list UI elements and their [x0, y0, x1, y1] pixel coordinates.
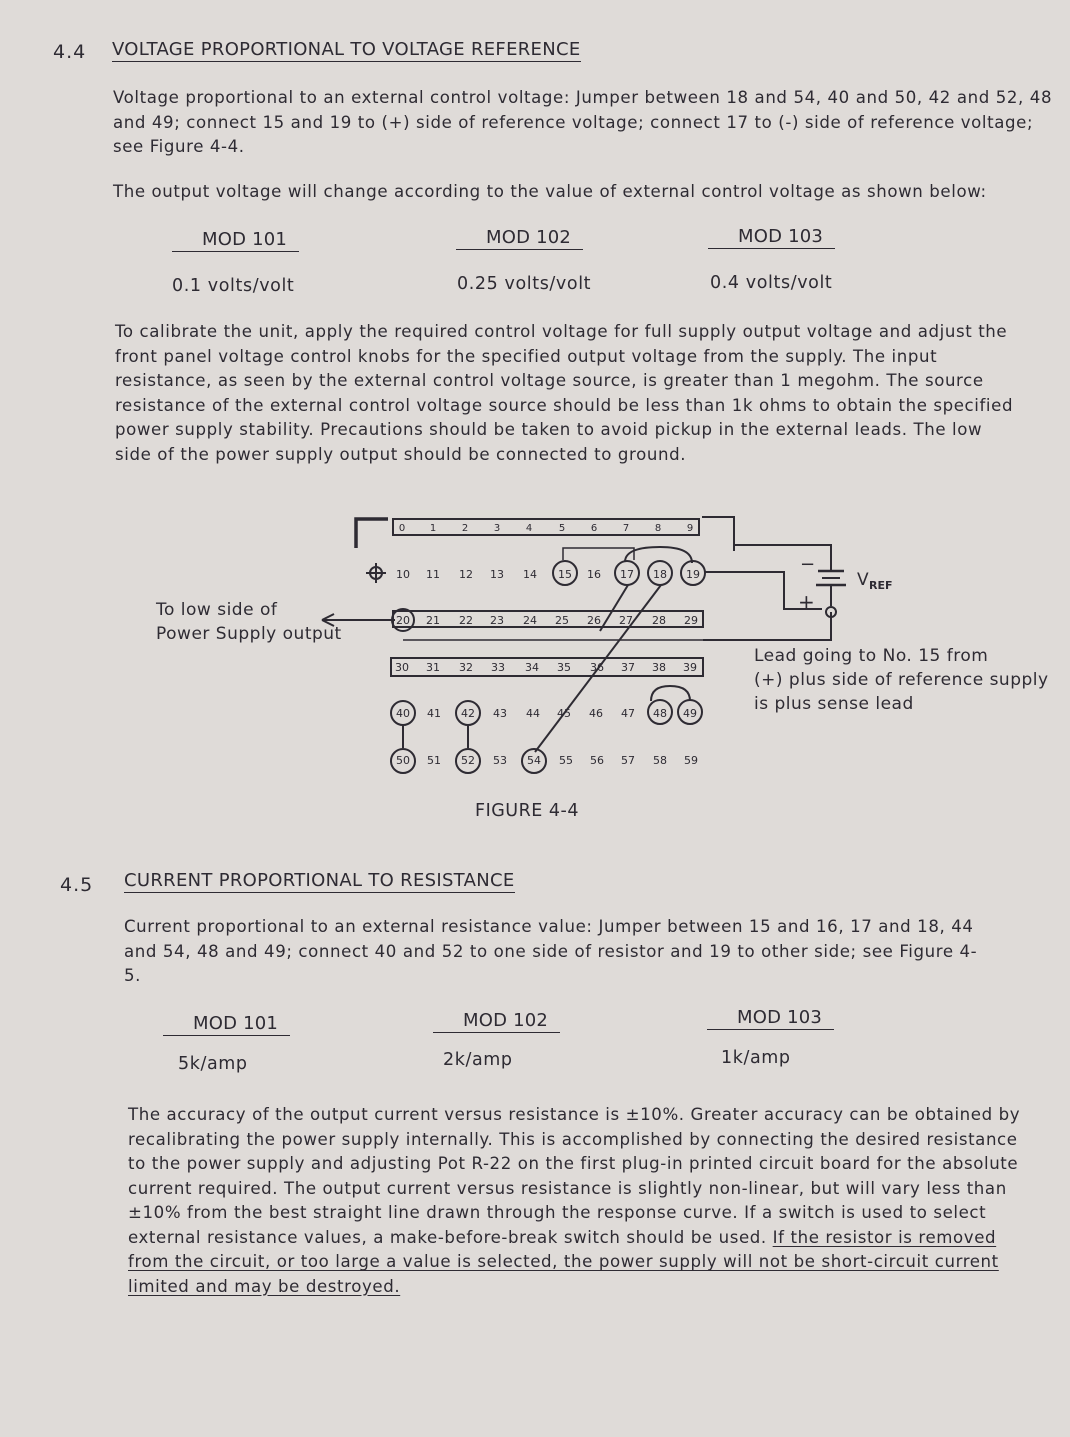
terminal-number: 59	[684, 754, 698, 767]
bracket-line	[356, 519, 388, 548]
terminal-number: 41	[427, 707, 441, 720]
section-title: VOLTAGE PROPORTIONAL TO VOLTAGE REFERENCE	[112, 39, 581, 60]
minus-sign: −	[800, 554, 816, 575]
terminal-number: 48	[653, 707, 667, 720]
terminal-number: 49	[683, 707, 697, 720]
terminal-number: 55	[559, 754, 573, 767]
terminal-number: 7	[622, 523, 630, 534]
terminal-number: 2	[461, 523, 469, 534]
terminal-number: 23	[490, 614, 504, 627]
terminal-number: 6	[590, 523, 598, 534]
model-header: MOD 103	[708, 226, 835, 249]
terminal-number: 57	[621, 754, 635, 767]
section-number: 4.5	[60, 874, 94, 896]
terminal-number: 33	[491, 661, 505, 674]
note-line: (+) plus side of reference supply	[754, 670, 1049, 690]
terminal-number: 29	[684, 614, 698, 627]
terminal-number: 9	[686, 523, 694, 534]
model-header: MOD 103	[707, 1007, 834, 1030]
terminal-number: 19	[686, 568, 700, 581]
terminal-number: 56	[590, 754, 604, 767]
vref-subscript: REF	[869, 579, 893, 592]
paragraph-body: The accuracy of the output current versus resistance is ±10%. Greater accuracy can be obtained by recalibrating the power supply internally. This is accomplished by connecting the desired resistance to the power supply and adjusting Pot R-22 on the first plug-in printed circuit board for the absolute current required. The output current versus resistance is slightly non-linear, but will vary less than ±10% from the best straight line drawn through the response curve. If a switch is used to select external resistance values, a make-before-break switch should be used.	[128, 1105, 1021, 1247]
terminal-number: 38	[652, 661, 666, 674]
warning-text: If the resistor is removed from the circuit, or too large a value is selected, the power supply will not be short-circuit current limited and may be destroyed.	[128, 1227, 999, 1296]
terminal-number: 5	[558, 523, 566, 534]
terminal-number: 4	[525, 523, 533, 534]
terminal-number: 39	[683, 661, 697, 674]
terminal-number: 1	[429, 523, 437, 534]
model-header: MOD 101	[172, 229, 299, 252]
terminal-number: 26	[587, 614, 601, 627]
terminal-number: 12	[459, 568, 473, 581]
terminal-number: 13	[490, 568, 504, 581]
paragraph-text: Voltage proportional to an external control voltage: Jumper between 18 and 54, 40 and 50, 42 and 52, 48 and 49; connect 15 and 19 to (+) side of reference voltage; connect 17 to (-) side of reference voltage; see Figure 4-4.	[113, 88, 1053, 156]
terminal-number: 50	[396, 754, 410, 767]
terminal-number: 45	[557, 707, 571, 720]
terminal-number: 43	[493, 707, 507, 720]
terminal-number: 42	[461, 707, 475, 720]
model-header: MOD 101	[163, 1013, 290, 1036]
terminal-number: 54	[527, 754, 541, 767]
terminal-labels	[395, 523, 700, 767]
terminal-number: 25	[555, 614, 569, 627]
terminal-number: 52	[461, 754, 475, 767]
section-number: 4.4	[53, 41, 87, 63]
terminal-number: 34	[525, 661, 539, 674]
terminal-number: 37	[621, 661, 635, 674]
note-line: is plus sense lead	[754, 694, 914, 714]
model-rate: 0.25 volts/volt	[457, 274, 592, 294]
paragraph-text: The output voltage will change according to the value of external control voltage as shown below:	[113, 182, 987, 201]
terminal-number: 51	[427, 754, 441, 767]
model-rate: 1k/amp	[721, 1048, 791, 1068]
label-line: To low side of	[156, 600, 278, 620]
paragraph	[124, 915, 984, 989]
terminal-number: 44	[526, 707, 540, 720]
section-title: CURRENT PROPORTIONAL TO RESISTANCE	[124, 870, 515, 891]
model-rate: 5k/amp	[178, 1054, 248, 1074]
terminal-number: 46	[589, 707, 603, 720]
wire	[703, 612, 831, 640]
terminal-number: 58	[653, 754, 667, 767]
note-line: Lead going to No. 15 from	[754, 646, 989, 666]
label-line: Power Supply output	[156, 624, 342, 644]
terminal-number: 27	[619, 614, 633, 627]
terminal-number: 3	[493, 523, 501, 534]
terminal-number: 47	[621, 707, 635, 720]
paragraph-text: To calibrate the unit, apply the required control voltage for full supply output voltage and adjust the front panel voltage control knobs for the specified output voltage from the supply. The input resistance, as seen by the external control voltage source, is greater than 1 megohm. The source resistance of the external control voltage source should be less than 1k ohms to obtain the specified power supply stability. Precautions should be taken to avoid pickup in the external leads. The low side of the power supply output should be connected to ground.	[115, 322, 1014, 464]
terminal-number: 8	[654, 523, 662, 534]
paragraph-text: Current proportional to an external resistance value: Jumper between 15 and 16, 17 and 18, 44 and 54, 48 and 49; connect 40 and 52 to one side of resistor and 19 to other side; see Figure 4-5.	[124, 917, 978, 985]
terminal-number: 35	[557, 661, 571, 674]
wire	[702, 517, 734, 551]
terminal-number: 10	[396, 568, 410, 581]
terminal-number: 21	[426, 614, 440, 627]
paragraph-text	[128, 1103, 1038, 1299]
vref-label: V	[857, 570, 869, 590]
model-header: MOD 102	[433, 1010, 560, 1033]
jumper	[651, 686, 690, 701]
terminal-number: 14	[523, 568, 537, 581]
wire	[734, 545, 831, 560]
terminal-number: 40	[396, 707, 410, 720]
terminal-number: 32	[459, 661, 473, 674]
terminal-number: 36	[590, 661, 604, 674]
terminal-number: 22	[459, 614, 473, 627]
terminal-number: 24	[523, 614, 537, 627]
terminal-number: 28	[652, 614, 666, 627]
terminal-number: 15	[558, 568, 572, 581]
terminal-number: 16	[587, 568, 601, 581]
paragraph	[128, 1103, 1038, 1299]
terminal-number: 20	[396, 614, 410, 627]
terminal-number: 31	[426, 661, 440, 674]
figure-caption: FIGURE 4-4	[475, 801, 579, 821]
model-header: MOD 102	[456, 227, 583, 250]
jumper	[563, 548, 634, 560]
terminal-number: 53	[493, 754, 507, 767]
terminal-number: 0	[398, 523, 406, 534]
model-rate: 0.1 volts/volt	[172, 276, 295, 296]
terminal-strip-0-9	[393, 519, 699, 535]
model-rate: 0.4 volts/volt	[710, 273, 833, 293]
plus-sign: +	[798, 590, 815, 614]
terminal-number: 30	[395, 661, 409, 674]
terminal-number: 18	[653, 568, 667, 581]
model-rate: 2k/amp	[443, 1050, 513, 1070]
terminal-number: 11	[426, 568, 440, 581]
terminal-number: 17	[620, 568, 634, 581]
